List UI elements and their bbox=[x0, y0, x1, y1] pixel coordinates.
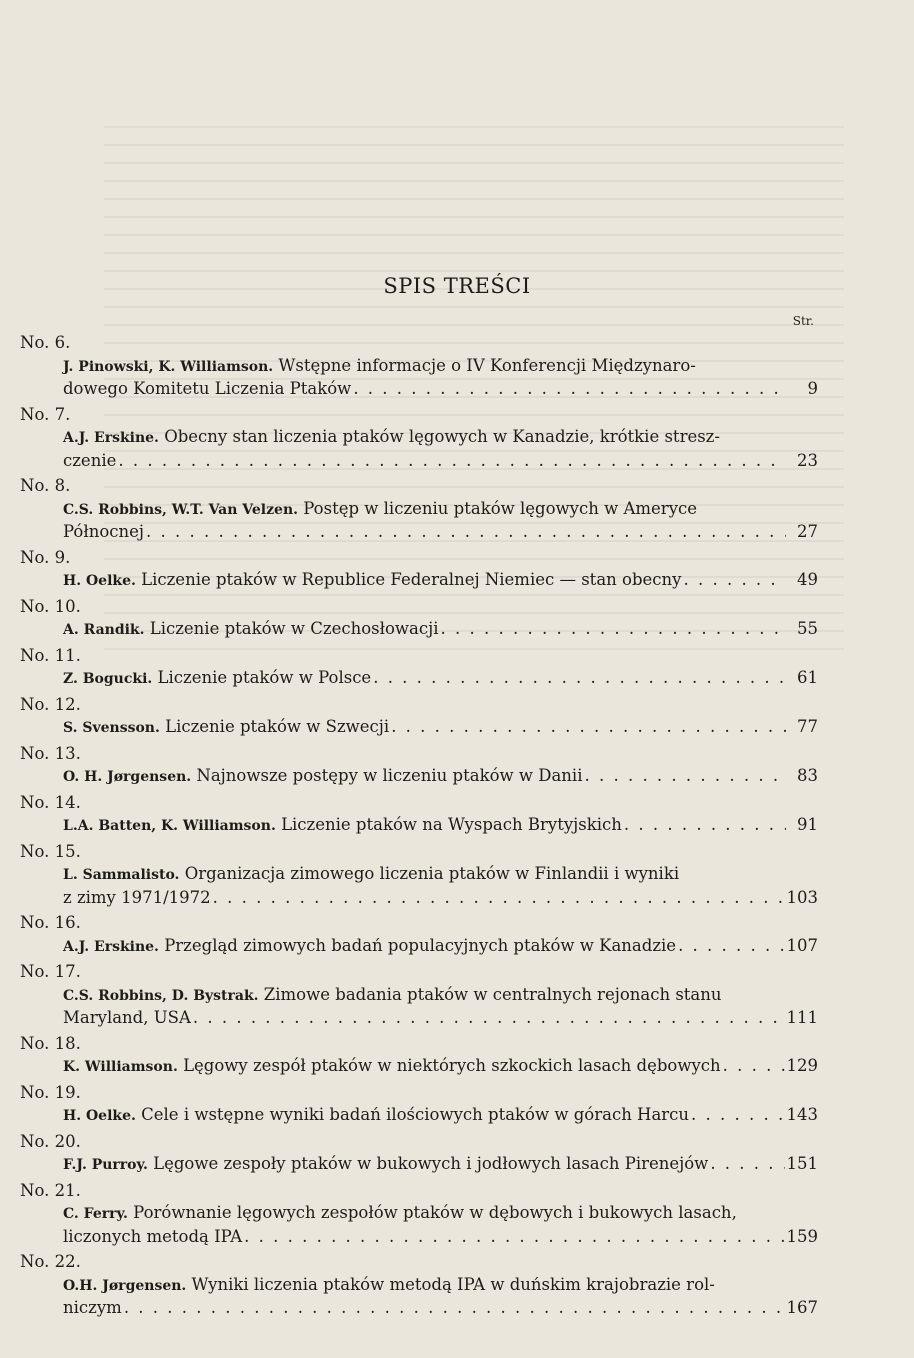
toc-entry[interactable] bbox=[20, 935, 818, 959]
dot-leader bbox=[118, 450, 786, 473]
toc-entry[interactable] bbox=[20, 1104, 818, 1128]
dot-leader bbox=[691, 1104, 784, 1127]
entry-number: No. 22. bbox=[20, 1252, 81, 1271]
entry-title: Liczenie ptaków w Czechosłowacji bbox=[149, 619, 439, 638]
entry-page-number: 49 bbox=[797, 570, 818, 589]
entry-title: Najnowsze postępy w liczeniu ptaków w Danii bbox=[196, 766, 583, 785]
dot-leader bbox=[373, 667, 786, 690]
entry-title-continuation: Północnej bbox=[63, 522, 145, 541]
entry-title: Postęp w liczeniu ptaków lęgowych w Ameryce bbox=[303, 498, 698, 518]
entry-heading bbox=[63, 765, 582, 789]
entry-author: A.J. Erskine. bbox=[63, 938, 159, 955]
entry-author: A.J. Erskine. bbox=[63, 430, 159, 446]
entry-title: Liczenie ptaków w Republice Federalnej Niemiec — stan obecny bbox=[141, 570, 682, 589]
page-title: SPIS TREŚCI bbox=[383, 274, 531, 298]
entry-heading bbox=[63, 814, 622, 838]
entry-number: No. 10. bbox=[20, 596, 81, 616]
toc-entry[interactable] bbox=[20, 984, 818, 1030]
dot-leader bbox=[244, 1226, 784, 1249]
entry-author: J. Pinowski, K. Williamson. bbox=[63, 358, 274, 375]
entry-heading bbox=[63, 716, 389, 740]
entry-author: H. Oelke. bbox=[63, 1108, 136, 1124]
entry-number: No. 21. bbox=[20, 1180, 81, 1200]
entry-page-number: 143 bbox=[786, 1105, 818, 1124]
entry-author: L.A. Batten, K. Williamson. bbox=[63, 818, 276, 834]
entry-page-number: 91 bbox=[797, 815, 818, 834]
entry-title-continuation: liczonych metodą IPA bbox=[63, 1226, 243, 1246]
dot-leader bbox=[723, 1055, 785, 1078]
entry-author: H. Oelke. bbox=[63, 573, 136, 589]
entry-title: Organizacja zimowego liczenia ptaków w Finlandii i wyniki bbox=[184, 864, 680, 883]
entry-author: S. Svensson. bbox=[63, 720, 160, 736]
entry-number: No. 13. bbox=[20, 743, 81, 763]
entry-page-number: 107 bbox=[786, 935, 818, 955]
dot-leader bbox=[683, 569, 786, 592]
entry-author: A. Randik. bbox=[63, 622, 145, 638]
entry-author: C.S. Robbins, W.T. Van Velzen. bbox=[63, 501, 298, 518]
entry-heading bbox=[63, 667, 371, 691]
dot-leader bbox=[624, 814, 786, 837]
entry-title: Liczenie ptaków w Polsce bbox=[157, 668, 372, 687]
entry-number: No. 11. bbox=[20, 645, 81, 665]
entry-heading bbox=[63, 1153, 708, 1177]
dot-leader bbox=[146, 521, 786, 544]
entry-heading bbox=[63, 618, 439, 642]
entry-page-number: 111 bbox=[786, 1008, 818, 1027]
entry-title: Wstępne informacje o IV Konferencji Międzynaro- bbox=[278, 355, 696, 375]
dot-leader bbox=[710, 1153, 784, 1176]
entry-page-number: 129 bbox=[786, 1056, 818, 1075]
entry-title: Cele i wstępne wyniki badań ilościowych ptaków w górach Harcu bbox=[141, 1105, 690, 1124]
entry-number: No. 18. bbox=[20, 1033, 81, 1053]
entry-page-number: 151 bbox=[786, 1154, 818, 1173]
toc-entry[interactable] bbox=[20, 863, 818, 909]
entry-heading bbox=[63, 935, 676, 959]
toc-entry[interactable] bbox=[20, 716, 818, 740]
entry-page-number: 55 bbox=[797, 619, 818, 638]
entry-title: Wyniki liczenia ptaków metodą IPA w duńskim krajobrazie rol- bbox=[191, 1274, 715, 1294]
entry-author: C.S. Robbins, D. Bystrak. bbox=[63, 987, 259, 1004]
entry-heading bbox=[63, 569, 681, 593]
entry-page-number: 77 bbox=[797, 717, 818, 736]
entry-page-number: 103 bbox=[786, 887, 818, 907]
toc-entry[interactable] bbox=[20, 814, 818, 838]
entry-title-continuation: niczym bbox=[63, 1298, 122, 1317]
toc-entry[interactable] bbox=[20, 667, 818, 691]
entry-title-continuation: Maryland, USA bbox=[63, 1008, 191, 1027]
entry-number: No. 19. bbox=[20, 1082, 81, 1102]
dot-leader bbox=[678, 935, 784, 958]
entry-page-number: 27 bbox=[797, 522, 818, 541]
toc-entry[interactable] bbox=[20, 498, 818, 544]
entry-number: No. 17. bbox=[20, 962, 81, 981]
entry-title: Przegląd zimowych badań populacyjnych ptaków w Kanadzie bbox=[164, 935, 677, 955]
entry-title: Zimowe badania ptaków w centralnych rejonach stanu bbox=[263, 984, 722, 1004]
entry-author: C. Ferry. bbox=[63, 1206, 128, 1222]
toc-entry[interactable] bbox=[20, 1202, 818, 1248]
entry-author: O. H. Jørgensen. bbox=[63, 769, 192, 785]
dot-leader bbox=[441, 618, 786, 641]
entry-author: K. Williamson. bbox=[63, 1059, 178, 1075]
entry-author: Z. Bogucki. bbox=[63, 671, 153, 687]
toc-entry[interactable] bbox=[20, 569, 818, 593]
entry-author: O.H. Jørgensen. bbox=[63, 1277, 187, 1294]
entry-title: Liczenie ptaków na Wyspach Brytyjskich bbox=[281, 815, 622, 834]
page-column-label: Str. bbox=[792, 314, 814, 328]
entry-heading bbox=[63, 1104, 689, 1128]
entry-number: No. 8. bbox=[20, 476, 71, 495]
entry-title: Lęgowy zespół ptaków w niektórych szkockich lasach dębowych bbox=[183, 1056, 721, 1075]
entry-title: Lęgowe zespoły ptaków w bukowych i jodłowych lasach Pirenejów bbox=[153, 1154, 709, 1173]
dot-leader bbox=[213, 887, 785, 910]
dot-leader bbox=[391, 716, 786, 739]
table-of-contents bbox=[20, 329, 818, 1320]
entry-number: No. 6. bbox=[20, 333, 71, 352]
dot-leader bbox=[124, 1297, 785, 1320]
entry-number: No. 15. bbox=[20, 841, 81, 861]
entry-number: No. 7. bbox=[20, 404, 71, 424]
entry-heading bbox=[63, 1055, 721, 1079]
entry-number: No. 12. bbox=[20, 694, 81, 714]
entry-number: No. 9. bbox=[20, 547, 71, 567]
entry-title: Liczenie ptaków w Szwecji bbox=[165, 717, 390, 736]
toc-entry[interactable] bbox=[20, 355, 818, 401]
entry-title: Obecny stan liczenia ptaków lęgowych w Kanadzie, krótkie stresz- bbox=[164, 427, 720, 446]
toc-entry[interactable] bbox=[20, 1153, 818, 1177]
toc-entry[interactable] bbox=[20, 765, 818, 789]
toc-entry[interactable] bbox=[20, 1274, 818, 1320]
dot-leader bbox=[584, 765, 786, 788]
entry-number: No. 20. bbox=[20, 1131, 81, 1151]
entry-page-number: 167 bbox=[786, 1298, 818, 1317]
toc-entry[interactable] bbox=[20, 618, 818, 642]
entry-page-number: 159 bbox=[786, 1226, 818, 1246]
dot-leader bbox=[193, 1007, 785, 1030]
entry-author: L. Sammalisto. bbox=[63, 867, 180, 883]
entry-page-number: 9 bbox=[807, 379, 818, 398]
entry-number: No. 16. bbox=[20, 913, 81, 932]
toc-entry[interactable] bbox=[20, 426, 818, 472]
toc-entry[interactable] bbox=[20, 1055, 818, 1079]
entry-title: Porównanie lęgowych zespołów ptaków w dębowych i bukowych lasach, bbox=[133, 1203, 737, 1222]
entry-page-number: 61 bbox=[797, 668, 818, 687]
entry-title-continuation: z zimy 1971/1972 bbox=[63, 887, 211, 907]
dot-leader bbox=[353, 378, 786, 401]
entry-page-number: 83 bbox=[797, 766, 818, 785]
entry-title-continuation: dowego Komitetu Liczenia Ptaków bbox=[63, 379, 352, 398]
entry-number: No. 14. bbox=[20, 792, 81, 812]
entry-author: F.J. Purroy. bbox=[63, 1157, 148, 1173]
entry-page-number: 23 bbox=[797, 450, 818, 470]
entry-title-continuation: czenie bbox=[63, 450, 117, 470]
